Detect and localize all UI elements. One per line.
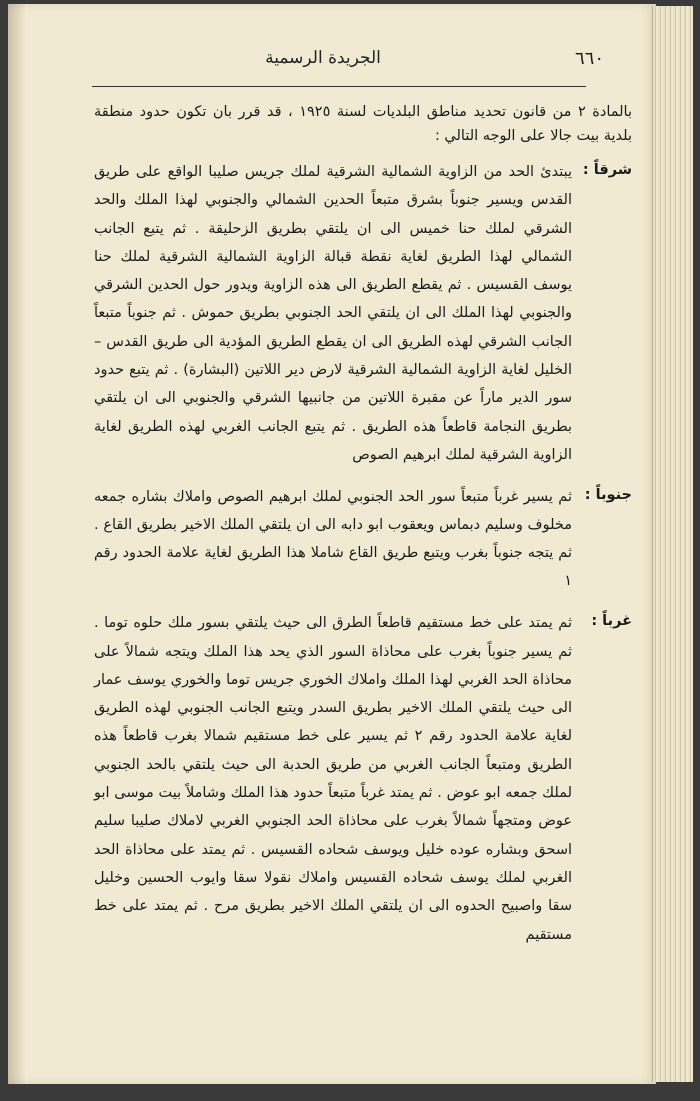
section-label-south: جنوباً : xyxy=(584,487,632,504)
page-header xyxy=(28,40,618,74)
running-title: الجريدة الرسمية xyxy=(265,48,381,68)
section-text-south: ثم يسير غرباً متبعاً سور الحد الجنوبي لملك ابرهيم الصوص واملاك بشاره جمعه مخلوف وسليم دبماس ويعقوب ابو دابه الى ان يلتقي الملك الاخير بطريق القاع . ثم يتجه جنوباً بغرب ويتبع طريق القاع شاملا هذا الطريق لغاية علامة الحدود رقم ١ xyxy=(94,489,572,590)
page-edges xyxy=(652,6,693,1082)
section-text-east: يبتدئ الحد من الزاوية الشمالية الشرقية لملك جريس صليبا الواقع على طريق القدس ويسير جنوباً بشرق متبعاً الحدين الشمالي والجنوبي لهذا الملك والحد الشرقي لملك حنا خميس الى ان يلتقي بطريق الزحليقة . ثم يتبع الجانب الشمالي لهذا الطريق لغاية نقطة قبالة الزاوية الشمالية الشرقية لملك حنا يوسف القسيس . ثم يقطع الطريق الى هذه الزاوية ويدور حول الحدين الشرقي والجنوبي لهذا الملك الى ان يلتقي الحد الجنوبي بطريق حموش . ثم جنوباً متبعاً الجانب الشرقي لهذه الطريق الى ان يقطع الطريق المؤدية الى طريق القدس – الخليل لغاية الزاوية الشمالية الشرقية لارض دير اللاتين (البشارة) . ثم يتبع حدود سور الدير ماراً عن مقبرة اللاتين من جانبيها الشرقي والجنوبي الى ان يلتقي بطريق النجامة قاطعاً هذه الطريق . ثم يتبع الجانب الغربي لهذه الطريق لغاية الزاوية الشرقية لملك ابرهيم الصوص xyxy=(94,164,572,463)
section-east xyxy=(94,158,632,469)
header-rule xyxy=(92,86,586,87)
page-number: ٦٦٠ xyxy=(574,48,604,69)
section-text-west: ثم يمتد على خط مستقيم قاطعاً الطرق الى حيث يلتقي بسور ملك حلوه توما . ثم يسير جنوباً بغرب على محاذاة السور الذي يحد هذا الملك ويتجه شمالاً على محاذاة الحد الغربي لهذا الملك واملاك الخوري جريس توما والخوري يوسف عمار الى حيث يلتقي الملك الاخير بطريق السدر ويتبع الجانب الجنوبي لهذه الطريق لغاية علامة الحدود رقم ٢ ثم يسير على خط مستقيم شمالا بغرب قاطعاً هذه الطريق ومتبعاً الجانب الغربي من طريق الحدبة الى حيث يلتقي بالحد الجنوبي لملك جمعه ابو عوض . ثم يمتد غرباً متبعاً حدود هذا الملك وشاملاً بيت موسى ابو عوض ومتجهاً شمالاً بغرب على محاذاة الحد الجنوبي الغربي لاملاك صليبا سليم اسحق وبشاره عوده خليل ويوسف شحاده القسيس . ثم يمتد على محاذاة الحد الغربي لملك يوسف شحاده القسيس واملاك نقولا سقا وايوب الحسين وخليل سقا واصبيح الحدوه الى ان يلتقي الملك الاخير بطريق مرح . ثم يمتد على خط مستقيم xyxy=(94,615,572,943)
page-body xyxy=(94,100,632,963)
section-west xyxy=(94,609,632,949)
page-gutter-shadow xyxy=(8,4,26,1084)
document-page xyxy=(8,4,656,1084)
section-label-east: شرقاً : xyxy=(582,162,632,178)
section-south xyxy=(94,483,632,595)
section-label-west: غرباً : xyxy=(591,613,632,630)
intro-paragraph: بالمادة ٢ من قانون تحديد مناطق البلديات لسنة ١٩٢٥ ، قد قرر بان تكون حدود منطقة بلدية بيت جالا على الوجه التالي : xyxy=(94,104,633,144)
